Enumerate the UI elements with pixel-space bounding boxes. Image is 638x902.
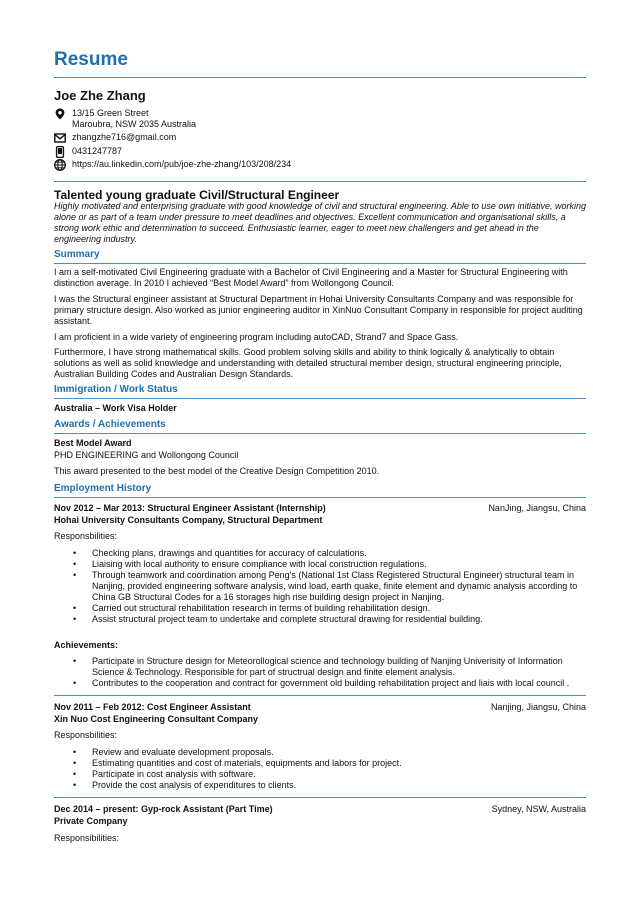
job3-location: Sydney, NSW, Australia [491,804,586,814]
linkedin-link[interactable]: https://au.linkedin.com/pub/joe-zhe-zhang/103/208/234 [72,159,292,169]
list-item: • Participate in cost analysis with software. [54,769,586,780]
immigration-heading: Immigration / Work Status [54,384,178,395]
job2-period-title: Nov 2011 – Feb 2012: Cost Engineer Assistant [54,702,251,712]
job2-location: Nanjing, Jiangsu, China [490,702,586,712]
summary-paragraph-2: I was the Structural engineer assistant at Structural Department in Hohai University Consultants Company and was responsible for primary structure design. Also worked as junior engineering auditor in XinNuo Consultant Company in responsible for project auditing assistant. [54,294,583,326]
document-title: Resume [54,49,128,70]
job3-period-title: Dec 2014 – present: Gyp-rock Assistant (Part Time) [54,804,273,814]
list-item: • Through teamwork and coordination among Peng's (National 1st Class Registered Structural Engineer) structural team in Nanjing, provided engineering software analysis, wind load, earth quake, finite element and dynamic analysis according to China GB Structural Codes for a 16 storages high rise building design project in Nanjing. [54,570,586,603]
list-item: • Liaising with local authority to ensure compliance with local construction regulations. [54,559,586,570]
immigration-divider [54,398,586,399]
summary-paragraph-1: I am a self-motivated Civil Engineering graduate with a Bachelor of Civil Engineering and a Master for Structural Engineering with distinction average. In 2010 I achieved “Best Model Award” from Wollongong Council. [54,267,568,288]
awards-divider [54,433,586,434]
award-title: Best Model Award [54,438,132,448]
candidate-name: Joe Zhe Zhang [54,88,146,103]
profile-intro: Highly motivated and enterprising graduate with good knowledge of civil and structural engineering. Able to use own initiative, working alone or as part of a team under pressure to meet deadlines and objectives. Excellent communication and organisational skills, a strong work ethic and determination to succeed. Enthusiastic learner, eager to meet new challengers and get ahead in the engineering industry. [54,201,586,244]
employment-heading: Employment History [54,483,152,494]
profile-headline: Talented young graduate Civil/Structural Engineer [54,188,340,202]
globe-icon [54,159,66,171]
contact-divider [54,181,586,182]
job3-responsibilities-label: Responsibilities: [54,833,120,843]
award-description: This award presented to the best model of the Creative Design Competition 2010. [54,466,380,476]
job3-company: Private Company [54,816,128,826]
list-item: • Participate in Structure design for Meteorollogical science and technology building of Nanjing Univerisity of Information Science & Technology. Responsible for part of structrual design and finite element analysis. [54,656,586,678]
job1-achievements-list [54,656,586,689]
list-item: • Estimating quantities and cost of materials, equipments and labors for project. [54,758,586,769]
job1-achievements-label: Achievements: [54,640,119,650]
job2-duties-list [54,747,586,791]
list-item: • Checking plans, drawings and quantities for accuracy of calculations. [54,548,586,559]
email-link[interactable]: zhangzhe716@gmail.com [72,132,177,142]
work-status: Australia – Work Visa Holder [54,403,177,413]
address-line-1: 13/15 Green Street [72,108,149,118]
employment-divider [54,497,586,498]
summary-paragraph-3: I am proficient in a wide variety of engineering program including autoCAD, Strand7 and Space Gass. [54,332,459,342]
job1-location: NanJing, Jiangsu, China [488,503,586,513]
list-item: • Review and evaluate development proposals. [54,747,586,758]
job2-company: Xin Nuo Cost Engineering Consultant Company [54,714,259,724]
list-item: • Contributes to the cooperation and contract for government old building rehabilitation project and liais with local council . [54,678,586,689]
summary-paragraph-4: Furthermore, I have strong mathematical skills. Good problem solving skills and ability to think logically & analytically to obtain solutions as well as solid knowledge and understanding with detailed structural member design, structural engineering principle, Australian Building Codes and Australian Design Standards. [54,347,562,379]
address-line-2: Maroubra, NSW 2035 Australia [72,119,197,129]
summary-divider [54,263,586,264]
job2-responsibilities-label: Responsbilities: [54,730,118,740]
job1-duties-list [54,548,586,625]
job2-divider [54,797,586,798]
job1-divider [54,695,586,696]
list-item: • Provide the cost analysis of expenditures to clients. [54,780,586,791]
awards-heading: Awards / Achievements [54,419,166,430]
list-item: • Carried out structural rehabilitation research in terms of building rehabilitation design. [54,603,586,614]
location-pin-icon [54,108,66,120]
award-organisation: PHD ENGINEERING and Wollongong Council [54,450,239,460]
job1-period-title: Nov 2012 – Mar 2013: Structural Engineer Assistant (Internship) [54,503,326,513]
job1-company: Hohai University Consultants Company, Structural Department [54,515,323,525]
envelope-icon [54,132,66,144]
summary-heading: Summary [54,249,100,260]
mobile-phone-icon [54,146,66,158]
title-divider [54,77,586,78]
list-item: • Assist structural project team to undertake and complete structural drawing for residential building. [54,614,586,625]
job1-responsibilities-label: Responsbilities: [54,531,118,541]
phone-number: 0431247787 [72,146,123,156]
